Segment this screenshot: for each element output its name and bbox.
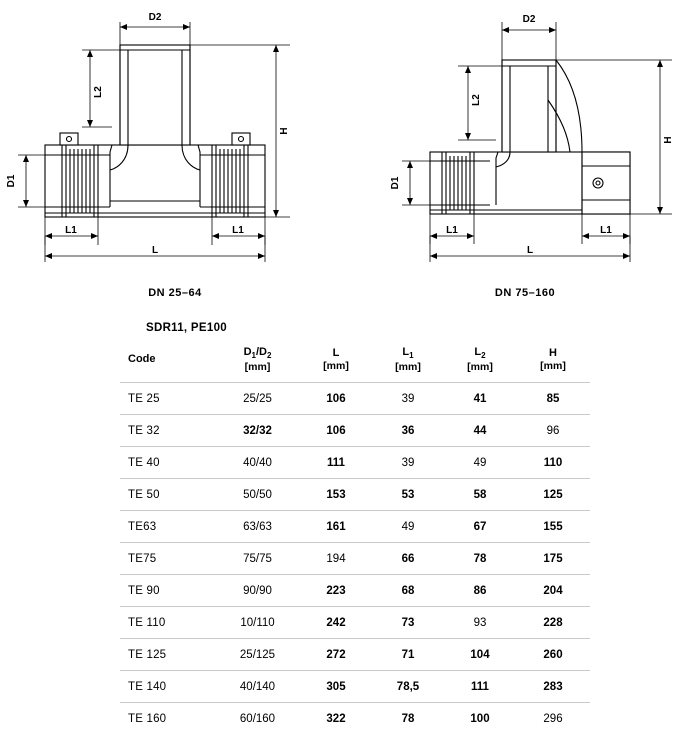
cell-code: TE63 bbox=[128, 520, 157, 533]
cell-l: 153 bbox=[326, 488, 346, 501]
drawing-dn75-160-svg bbox=[350, 0, 700, 290]
cell-h: 96 bbox=[546, 424, 560, 437]
cell-l1: 78,5 bbox=[396, 680, 420, 693]
header-l-unit: [mm] bbox=[323, 360, 349, 373]
cell-code: TE 50 bbox=[128, 488, 160, 501]
cell-l1: 36 bbox=[401, 424, 415, 437]
header-l1: $L_1$ [mm] bbox=[372, 346, 444, 383]
cell-l: 223 bbox=[326, 584, 346, 597]
cell-l2: 104 bbox=[470, 648, 490, 661]
cell-l: 161 bbox=[326, 520, 346, 533]
cell-diameters: 40/40 bbox=[243, 456, 272, 469]
technical-drawings bbox=[0, 0, 700, 310]
header-l2: $L_2$ [mm] bbox=[444, 346, 516, 383]
table-row bbox=[120, 703, 590, 734]
label-d2-left: D2 bbox=[148, 12, 162, 23]
table-title: SDR11, PE100 bbox=[146, 322, 227, 334]
dimensions-table bbox=[120, 346, 590, 734]
cell-l1: 68 bbox=[401, 584, 415, 597]
cell-diameters: 25/25 bbox=[243, 392, 272, 405]
header-code bbox=[120, 346, 215, 383]
cell-l2: 44 bbox=[473, 424, 487, 437]
table-row bbox=[120, 383, 590, 415]
table-body bbox=[120, 383, 590, 734]
label-l1-right-a: L1 bbox=[446, 225, 458, 236]
cell-l2: 41 bbox=[473, 392, 487, 405]
table-row bbox=[120, 447, 590, 479]
cell-code: TE 140 bbox=[128, 680, 167, 693]
cell-code: TE 32 bbox=[128, 424, 160, 437]
cell-h: 155 bbox=[543, 520, 563, 533]
cell-h: 204 bbox=[543, 584, 563, 597]
cell-l: 305 bbox=[326, 680, 346, 693]
label-d2-right: D2 bbox=[522, 14, 536, 25]
label-l1-left-b: L1 bbox=[232, 225, 244, 236]
label-l1-right-b: L1 bbox=[600, 225, 612, 236]
cell-code: TE 90 bbox=[128, 584, 160, 597]
header-l2-unit: [mm] bbox=[467, 361, 493, 374]
cell-h: 175 bbox=[543, 552, 563, 565]
cell-l2: 78 bbox=[473, 552, 487, 565]
header-diameters: $D_1/D_2$ [mm] bbox=[215, 346, 300, 383]
cell-diameters: 90/90 bbox=[243, 584, 272, 597]
cell-diameters: 40/140 bbox=[239, 680, 276, 693]
cell-l: 106 bbox=[326, 424, 346, 437]
cell-h: 260 bbox=[543, 648, 563, 661]
cell-l2: 67 bbox=[473, 520, 487, 533]
cell-code: TE 110 bbox=[128, 616, 166, 629]
cell-h: 125 bbox=[543, 488, 563, 501]
caption-dn75-160: DN 75–160 bbox=[494, 287, 556, 299]
label-l2-left: L2 bbox=[93, 86, 104, 98]
cell-l1: 49 bbox=[401, 520, 415, 533]
cell-l1: 53 bbox=[401, 488, 415, 501]
label-l2-right: L2 bbox=[471, 94, 482, 106]
cell-l2: 58 bbox=[473, 488, 487, 501]
cell-l1: 73 bbox=[401, 616, 415, 629]
cell-l2: 86 bbox=[473, 584, 487, 597]
table-header-row bbox=[120, 346, 590, 383]
cell-l1: 66 bbox=[401, 552, 415, 565]
table-row bbox=[120, 511, 590, 543]
cell-diameters: 63/63 bbox=[243, 520, 272, 533]
cell-diameters: 60/160 bbox=[239, 712, 276, 725]
header-l1-unit: [mm] bbox=[395, 361, 421, 374]
cell-l2: 100 bbox=[470, 712, 490, 725]
cell-code: TE 160 bbox=[128, 712, 167, 725]
label-l-left: L bbox=[151, 245, 159, 256]
table-row bbox=[120, 639, 590, 671]
cell-diameters: 75/75 bbox=[243, 552, 272, 565]
cell-l2: 49 bbox=[473, 456, 487, 469]
header-l bbox=[300, 346, 372, 383]
label-d1-left: D1 bbox=[6, 174, 17, 188]
cell-l: 272 bbox=[326, 648, 346, 661]
cell-h: 110 bbox=[543, 456, 563, 469]
cell-diameters: 50/50 bbox=[243, 488, 272, 501]
cell-code: TE 40 bbox=[128, 456, 160, 469]
drawing-dn75-160 bbox=[350, 0, 700, 310]
cell-l: 242 bbox=[326, 616, 346, 629]
table-row bbox=[120, 415, 590, 447]
caption-dn25-64: DN 25–64 bbox=[148, 287, 202, 299]
header-h-label: H bbox=[549, 346, 557, 359]
cell-l1: 39 bbox=[401, 456, 415, 469]
cell-l: 322 bbox=[326, 712, 346, 725]
cell-diameters: 25/125 bbox=[239, 648, 276, 661]
table-row bbox=[120, 607, 590, 639]
cell-code: TE 25 bbox=[128, 392, 160, 405]
cell-l1: 39 bbox=[401, 392, 415, 405]
table-row bbox=[120, 479, 590, 511]
label-l-right: L bbox=[526, 245, 534, 256]
header-diameters-unit: [mm] bbox=[244, 361, 271, 374]
cell-h: 85 bbox=[546, 392, 560, 405]
header-h-unit: [mm] bbox=[540, 360, 566, 373]
cell-l1: 78 bbox=[401, 712, 415, 725]
table-head bbox=[120, 346, 590, 383]
cell-l2: 93 bbox=[473, 616, 487, 629]
cell-l: 194 bbox=[326, 552, 346, 565]
table-row bbox=[120, 671, 590, 703]
label-d1-right: D1 bbox=[390, 176, 401, 190]
label-h-right: H bbox=[663, 136, 674, 144]
cell-h: 283 bbox=[543, 680, 563, 693]
drawing-dn25-64-svg bbox=[0, 0, 350, 290]
header-l-label: L bbox=[332, 346, 340, 359]
cell-diameters: 10/110 bbox=[240, 616, 275, 629]
cell-l1: 71 bbox=[401, 648, 415, 661]
table-row bbox=[120, 575, 590, 607]
cell-code: TE75 bbox=[128, 552, 157, 565]
table-row bbox=[120, 543, 590, 575]
cell-h: 296 bbox=[543, 712, 563, 725]
label-l1-left-a: L1 bbox=[65, 225, 77, 236]
cell-code: TE 125 bbox=[128, 648, 167, 661]
header-code-label: Code bbox=[128, 353, 156, 366]
cell-l: 106 bbox=[326, 392, 346, 405]
cell-l: 111 bbox=[327, 456, 345, 469]
drawing-dn25-64 bbox=[0, 0, 350, 310]
dimensions-table-wrap bbox=[120, 322, 590, 734]
cell-h: 228 bbox=[543, 616, 563, 629]
header-h bbox=[516, 346, 590, 383]
label-h-left: H bbox=[279, 127, 290, 135]
cell-l2: 111 bbox=[471, 680, 489, 693]
cell-diameters: 32/32 bbox=[243, 424, 272, 437]
